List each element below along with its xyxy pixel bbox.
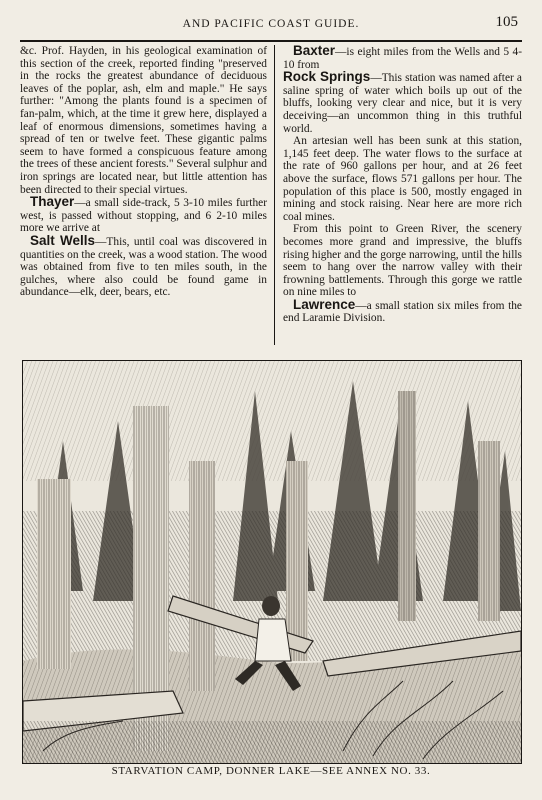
engraving-scene	[23, 361, 521, 763]
lawrence-text: —a small station six miles from the end Laramie Division.	[283, 299, 522, 325]
page-header	[20, 10, 522, 42]
text-columns	[20, 45, 522, 350]
hayden-paragraph: &c. Prof. Hayden, in his geological examination of this section of the creek, reported finding "preserved in the rocks the greatest abundance of deciduous leaves of the poplar, ash, elm and maple." He says further: "Among the plants found is a specimen of fan-palm, which, at the time it grew here, displayed a leaf of enormous dimensions, sometimes having a spread of ten or twelve feet. These gigantic palms seem to have formed a conspicuous feature among the trees of these ancient forests." Several sulphur and iron springs are located near, but little attention has been directed to their special virtues.	[20, 45, 267, 196]
artesian-paragraph: An artesian well has been sunk at this station, 1,145 feet deep. The water flows to the surface at the rate of 960 gallons per hour, and at 26 feet above the surface, flows 571 gallons per hour. The population of this place is 500, mostly engaged in mining and stock raising. Near here are more rich coal mines.	[283, 135, 522, 223]
engraving-illustration	[22, 360, 522, 764]
station-name-baxter: Baxter	[293, 43, 336, 58]
station-name-lawrence: Lawrence	[293, 296, 356, 312]
salt-wells-entry	[20, 232, 268, 299]
thayer-text: —a small side-track, 5 3-10 miles further west, is passed without stopping, and 6 2-10 miles more we arrive at	[20, 197, 267, 235]
station-name-rock-springs: Rock Springs	[283, 69, 371, 85]
lawrence-entry	[283, 296, 522, 325]
right-column	[283, 45, 522, 325]
thayer-entry	[20, 196, 267, 235]
station-name-salt-wells: Salt Wells	[30, 232, 96, 248]
green-river-paragraph: From this point to Green River, the scenery becomes more grand and impressive, the bluffs rising higher and the gorge narrowing, until the hills seem to hang over the narrow valley with their frowning battlements. Through this gorge we rattle on nine miles to	[283, 223, 522, 299]
column-divider	[274, 45, 275, 345]
rock-springs-text: —This station was named after a saline spring of water which boils up out of the bluffs, looking very clear and nice, but it is very deceiving—an uncommon thing in this truthful world.	[283, 72, 522, 135]
station-name-thayer: Thayer	[30, 194, 75, 210]
page-number: 105	[495, 14, 518, 30]
salt-wells-text: —This, until coal was discovered in quantities on the creek, was a wood station. The wood was obtained from five to ten miles south, in the gulches, where also could be found game in abundance—elk, deer, bears, etc.	[20, 235, 268, 299]
figure-caption: STARVATION CAMP, DONNER LAKE—SEE ANNEX NO. 33.	[111, 765, 431, 777]
left-column	[20, 45, 267, 299]
baxter-entry	[283, 45, 522, 71]
running-title: AND PACIFIC COAST GUIDE.	[182, 18, 360, 30]
baxter-text: —is eight miles from the Wells and 5 4-10 from	[283, 46, 522, 71]
rock-springs-entry	[283, 71, 522, 135]
